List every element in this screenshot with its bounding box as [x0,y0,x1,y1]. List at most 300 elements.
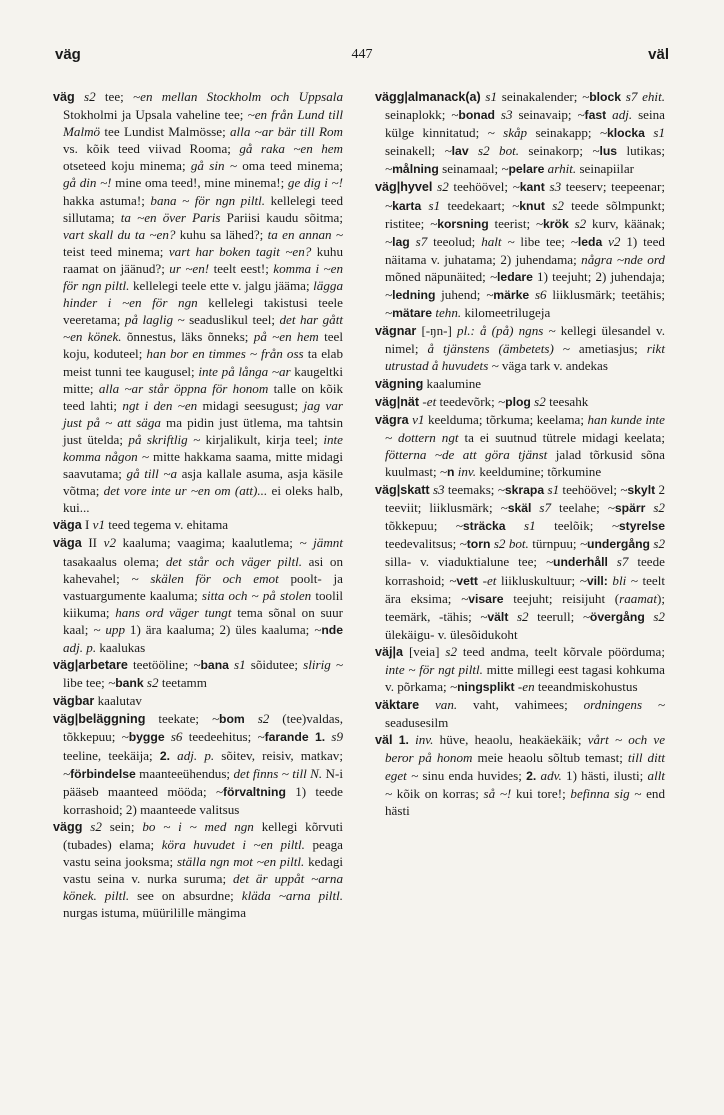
entry-text: bom [219,712,245,727]
entry-text: ~en mellan Stockholm och Uppsala [133,89,343,104]
entry-text: kellegi ülesandel v. nimel; [385,323,666,357]
entry-text: vårt ~ och ve beror på honom [385,732,666,766]
entry-text: ~ [498,393,506,409]
entry-text: s2 [445,643,458,659]
entry-text: ~ upp [93,621,125,637]
entry-text [508,609,517,624]
entry-text: ülekäigu- v. ülesõidukoht [385,626,518,642]
entry-text: ~ [592,143,600,159]
entry-text: övergång [589,609,645,624]
entry-text: teelt ära eksima; [385,572,665,606]
entry-text: gå din ~! [63,175,112,191]
entry-text: vill: [586,573,608,588]
entry-text: kaalutav [94,693,142,709]
dictionary-entry [53,692,343,710]
entry-text [245,711,258,726]
entry-text: ~ [215,783,223,799]
entry-text: på ~en hem [253,329,319,345]
dictionary-entry [375,88,665,178]
entry-text: s2 [653,500,665,516]
entry-text: seadusesilm [385,715,449,731]
entry-text: 1) hästi, ilusti; [561,767,648,783]
entry-text: märke [493,288,530,303]
entry-text: ~ [461,590,469,606]
entry-text: lutikas; [617,143,666,159]
entry-headword: väg|arbetare [53,658,128,673]
entry-text: end hästi [385,785,665,818]
entry-text: gå sin ~ [190,158,237,174]
dictionary-entry [375,178,665,322]
entry-text: kedagi vastu seina v. nurka suruma; [63,854,344,887]
entry-text: tasakaalus olema; [63,553,166,569]
entry-text: visare [468,591,504,606]
entry-text: han bor en timmes ~ från oss [146,346,304,362]
entry-text: türnpuu; [528,536,580,552]
entry-text: teed tegema v. ehitama [105,517,229,533]
entry-text: teetamm [158,675,207,691]
entry-text: teedevalitsus; [385,536,460,552]
entry-text: bygge [128,730,165,745]
entry-text: ~ [211,711,220,727]
entry-text: ~ [449,572,457,588]
entry-text: [veia] [403,643,446,659]
entry-text: lus [599,144,618,159]
entry-text: kilomeetrilugeja [461,305,551,321]
entry-text: -en [517,679,535,695]
entry-text: s2 [146,675,159,691]
entry-text: styrelse [618,519,665,534]
entry-text: å tjänstens (ämbetets) ~ [427,341,570,357]
entry-text: block [589,90,622,104]
entry-text: ~ [385,161,393,177]
entry-text: ~ [512,197,520,213]
entry-text: ~ skåp [487,125,528,141]
entry-text: ~ [545,554,554,570]
entry-text: 2. [526,768,537,783]
right-guide-word: väl [648,46,669,63]
entry-text: midagi seesugust; [197,397,304,413]
entry-text: ~ [439,463,448,479]
entry-text: förvaltning [222,784,286,799]
entry-text: vaht, vahimees; [457,697,584,713]
entry-text: ~ [193,657,201,673]
entry-text: bana ~ för ngn piltl. [150,192,266,208]
entry-text: libe tee; [514,233,571,249]
entry-text: liiklusmärk; teetähis; [546,287,665,303]
entry-text: ~ [497,482,505,498]
entry-text: (tee)valdas, tõkkepuu; [63,711,343,745]
entry-text: kläda ~arna piltl. [241,888,343,904]
entry-text: ~ [459,536,467,552]
entry-text: raamat [619,590,657,606]
entry-text: ~ [582,89,590,104]
entry-text: bli ~ [612,572,638,588]
entry-headword: väg|beläggning [53,712,146,727]
entry-headword: vägra [375,412,409,427]
entry-text: teemaks; [444,482,498,498]
entry-text: teeserv; teepeenar; [561,179,665,195]
entry-text: s2 bot. [493,536,529,552]
entry-text [608,554,617,569]
entry-text: kaaluma; vaagima; kaalutlema; [116,535,300,551]
entry-text: alla ~ar bär till Rom [230,124,343,140]
entry-text: ordningens ~ [583,697,665,713]
entry-text: s1 [485,89,498,104]
dictionary-entry [53,656,343,692]
entry-text: s2 [437,179,449,195]
entry-text: s7 ehit. [625,89,665,104]
entry-text: kaalukas [96,640,146,655]
entry-text: sinu enda huvides; [418,767,527,783]
entry-text: ~ [257,729,265,745]
entry-text: -et [422,393,437,409]
entry-text: sein; [101,818,143,834]
entry-text: teeline, teekäija; [63,747,160,763]
entry-text: see on absurdne; [129,888,242,904]
entry-text: s2 [90,818,102,834]
entry-text: adj. p. [177,747,215,763]
dictionary-entry [375,731,665,818]
entry-text: s1 [547,482,560,498]
entry-text: [-ŋn-] [416,323,458,339]
dictionary-entry [53,516,343,534]
entry-text: gå till ~a [126,466,178,482]
entry-text: spärr [614,501,646,516]
entry-text: kellelegi teed sillutama; [63,192,343,225]
entry-text: vett [456,573,478,588]
entry-text: v1 [412,411,425,427]
entry-text: det finns ~ till N. [233,765,323,781]
entry-headword: väg|nät [375,394,420,409]
entry-text: teedekaart; [440,197,513,213]
entry-text: väga tark v. andekas [498,358,608,374]
entry-text: sõidutee; [245,657,304,673]
dictionary-entry [375,696,665,731]
entry-text: alla ~ar står öppna för honom [98,380,269,396]
entry-text: målning [392,162,439,177]
entry-text: mätare [392,306,433,321]
entry-text: ); teemärk, -tähis; [385,590,665,624]
entry-text: van. [434,697,458,713]
entry-text: mine oma teed!, mine minema!; [111,175,288,191]
entry-text: s9 [331,729,343,745]
entry-text: halt ~ [481,233,515,249]
entry-text: juhend; [435,287,487,303]
entry-text: v1 [92,517,105,533]
page-header [53,46,671,66]
entry-text: s7 [415,233,428,249]
entry-text: sõitev, reisiv, matkav; [214,747,343,763]
entry-text: ledare [497,269,533,284]
entry-text: ur ~en! [169,260,210,276]
entry-headword: vägning [375,376,424,391]
entry-text: Pariisi kaudu sõitma; [220,209,343,225]
entry-text: toolil kiikuma; [63,587,343,620]
entry-text: ~ [582,608,590,624]
entry-headword: väg|skatt [375,483,430,498]
entry-text: skäl [507,501,532,516]
entry-text: ma pidin just ütlema, ma tahtsin just ütelda; [63,414,343,447]
entry-headword: väl [375,733,393,748]
left-guide-word: väg [55,46,81,63]
entry-text: s2 [653,608,665,624]
entry-text: bana [200,658,229,673]
entry-text: ~ [611,518,619,534]
entry-text: plog [505,394,531,409]
entry-headword: vägg|almanack(a) [375,90,481,104]
entry-text: ~ [108,675,116,691]
entry-text: ~ [570,233,578,249]
entry-text: tehn. [435,305,462,321]
entry-text: pl.: å (på) ngns ~ [457,323,556,339]
entry-text: ~ [579,536,588,552]
entry-text: hans ord väger tungt [115,604,232,620]
entry-text: teelt eest!; [209,260,274,276]
entry-text: lav [451,144,469,159]
entry-text: 1) teejuht; 2) juhendaja; [532,268,665,284]
entry-text: ~ [480,608,488,624]
entry-text: till ditt eget ~ [385,750,665,783]
entry-text: nurgas istuma, müürilille mängima [63,905,247,921]
entry-text: ~ [385,197,393,213]
entry-text: köra huvudet i ~en piltl. [161,837,305,853]
entry-text: -et [482,572,497,588]
entry-text: sitta och ~ på stolen [201,587,312,603]
entry-text: inv. [415,732,434,748]
entry-headword: väga [53,536,82,551]
entry-text: kirjalikult, kirja teel; [200,431,324,447]
entry-text: s6 [170,729,183,745]
entry-text: adj. p. [63,640,97,655]
entry-text: teede sõlmpunkt; ristitee; [385,197,665,231]
entry-text: vs. kõik teed viivad Rooma; [63,141,240,157]
dictionary-entry [53,88,343,516]
entry-text: bonad [458,108,495,123]
entry-text: allt ~ [385,767,666,801]
entry-text: v2 [608,233,621,249]
entry-text: skylt [627,483,656,498]
entry-text: teeandmiskohustus [534,679,638,695]
entry-text: ~ [579,572,587,588]
right-column [375,88,665,819]
entry-text: s2 [257,711,270,727]
entry-headword: vägg [53,819,83,834]
entry-text: teekate; [145,711,212,727]
entry-text: ~ [314,621,322,637]
entry-text: hüve, heaolu, heakäekäik; [433,732,588,748]
entry-text: talle on kõik teed lahti; [63,380,344,413]
entry-text: kuhu sa lähed?; [175,226,268,242]
entry-text: 2 teeviit; liiklusmärk; [385,482,666,516]
entry-text: teesahk [545,393,589,409]
entry-text: s3 [549,179,562,195]
entry-text: ~ [385,287,393,303]
entry-text: ~ [607,500,615,516]
entry-text: karta [392,198,422,213]
entry-text: arhit. [547,161,577,177]
entry-text: seaduslikul teel; [184,312,280,328]
entry-text: ~ [63,765,71,781]
entry-text: korsning [437,216,489,231]
dictionary-entry [375,322,665,374]
entry-text: N-i pääseb maanteed mööda; [63,765,343,799]
entry-text: ~ [500,500,508,516]
entry-text: på laglig ~ [124,312,185,328]
entry-text: så ~! [483,785,512,801]
entry-text: förbindelse [70,766,136,781]
entry-text: 1) ära kaaluma; 2) üles kaaluma; [125,621,315,637]
entry-text: kuhu raamat on jäänud?; [63,243,343,276]
entry-text: några ~nde ord [581,251,665,267]
entry-text: s2 [574,215,587,231]
entry-text: inv. [457,463,477,479]
entry-text: ngt i den ~en [122,397,198,413]
entry-text: seinavaip; [512,107,578,123]
entry-text: jalad tõrkusid sõna kuulmast; [385,446,665,479]
entry-text: kellelegi teele ette v. jalgu jääma; [129,278,314,294]
entry-text: på skriftlig ~ [128,431,201,447]
entry-text: ~ [501,161,509,177]
entry-text: ~ [620,482,628,498]
entry-text: ta elab meist tunni tee kaugusel; [63,346,344,379]
entry-text: kant [519,180,545,195]
entry-text: slirig ~ [303,657,343,673]
entry-text: n [447,464,455,479]
entry-text: nde [321,622,343,637]
entry-text: seinapiilar [576,161,634,177]
entry-text: II [81,535,104,551]
entry-text: teedevõrk; [436,393,499,409]
entry-text [469,143,478,158]
entry-text: tee Lundist Malmösse; [100,124,230,140]
entry-text: s2 [83,89,96,104]
entry-text: vält [487,609,509,624]
entry-text: kellelegi takistusi teele veeretama; [63,295,343,328]
entry-text: ~ [385,305,393,321]
entry-text: inte komma någon ~ [63,431,343,464]
entry-text: torn [466,537,491,552]
entry-text: õnnestus, läks õnneks; [121,329,254,345]
entry-text: maanteeühendus; [135,765,234,781]
entry-text: befinna sig ~ [570,785,642,801]
entry-text: lägga hinder i ~en för ngn [63,278,343,311]
entry-text: seinakorp; [519,143,593,159]
entry-text: ~ [455,518,463,534]
entry-text: inte på långa ~ar [198,363,291,379]
entry-text: ~ [444,143,452,159]
entry-text: teist teed minema; [63,243,169,259]
entry-text: teehöövel; [559,482,621,498]
entry-text: ~ [599,125,607,141]
entry-text: keeldumine; tõrkumine [476,463,602,479]
entry-text: krök [543,216,569,231]
entry-text: liikluskultuur; [496,572,580,588]
entry-text: seinaplokk; [385,107,452,123]
entry-text: asja kallale asuma, asja käsile võtma; [63,466,343,499]
entry-text: ~en från Lund till Malmö [63,107,343,140]
dictionary-entry [53,534,343,656]
entry-text: s1 [653,125,666,141]
entry-text: ametiasjus; [569,341,647,357]
entry-text: 1) teede korrashoid; 2) maanteede valitsus [63,783,343,817]
entry-text: det är uppåt ~arna könek. piltl. [63,871,343,904]
entry-text: ~ [449,679,458,695]
entry-text: s1 [524,518,536,534]
entry-text: ~ [577,107,585,123]
entry-text: ~ jämnt [299,535,343,551]
entry-text: teetööline; [127,657,194,673]
entry-text: kellegi kõrvuti (tubades) elama; [63,818,343,853]
entry-text: vart skall du ta ~en? [63,226,176,242]
entry-text: tema sõnal on suur kaal; [63,604,343,637]
entry-text: rikt utrustad å huvudets ~ [385,341,665,374]
dictionary-entry [375,375,665,393]
entry-text: s6 [534,287,547,303]
entry-text: tee; [95,89,134,104]
entry-text: ~ [486,287,494,303]
entry-text: teede korrashoid; [385,554,665,588]
entry-text: meie heaolu sõltub temast; [472,750,628,766]
entry-text: s2 [534,393,546,409]
entry-text [419,697,435,712]
entry-headword: vägbar [53,694,95,709]
entry-text: ~ [512,179,520,195]
entry-text: s2 [516,608,529,624]
dictionary-entry [375,643,665,696]
entry-headword: väga [53,518,82,533]
entry-text: bo ~ i ~ med ngn [142,818,254,834]
dictionary-entry [375,411,665,481]
entry-text: leda [577,234,603,249]
entry-text: s1 [428,197,441,213]
entry-text: keelduma; tõrkuma; keelama; [424,411,588,427]
entry-text: s1 [234,657,246,673]
entry-text: poolt- ja vastuargumente kaaluma; [63,570,343,603]
entry-text: 2. [159,748,170,763]
entry-text: otseteed koju minema; [63,158,191,174]
entry-text: s7 [616,554,629,570]
page-number: 447 [351,47,373,62]
entry-text: ~ skälen för och emot [131,570,279,586]
entry-text [506,518,524,533]
entry-headword: väj|a [375,644,404,659]
entry-text: gå raka ~en hem [239,141,344,157]
entry-text: adv. [540,767,562,783]
entry-text: klocka [607,126,645,141]
entry-text: pelare [508,162,545,177]
entry-text: seinakell; [385,143,445,159]
entry-text: Stokholmi ja Upsala vaheline tee; [63,107,248,123]
entry-text: underhåll [553,555,608,570]
entry-text: libe tee; [63,675,109,691]
entry-text: seina külge kinnitatud; [385,107,665,141]
entry-text: s2 bot. [478,143,520,159]
entry-text: mõned näpunäited; [385,268,490,284]
entry-text: seinamaal; [438,161,502,177]
entry-text: mitte millegi eest tagasi kohkuma v. põrkama; [385,662,665,695]
entry-text: oma teed minema; [236,158,343,174]
entry-text: knut [519,198,545,213]
entry-headword: väg|hyvel [375,180,433,195]
entry-text: kui tore!; [511,785,571,801]
entry-text: kaugeltki mitte; [63,363,343,396]
entry-text: hakka astuma!; [63,192,151,208]
dictionary-entry [375,481,665,643]
entry-text: kaalumine [423,375,482,391]
entry-text: I [81,517,93,533]
entry-text: peaga vastu seina jooksma; [63,837,343,870]
entry-text: det står och väger piltl. [165,553,302,569]
